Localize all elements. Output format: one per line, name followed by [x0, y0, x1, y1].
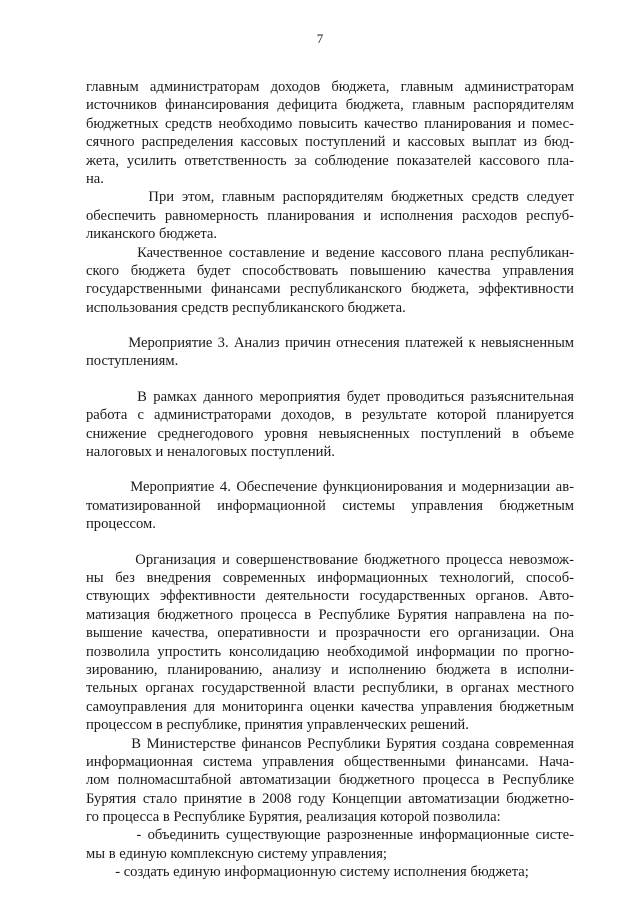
text-line: При этом, главным распорядителям бюджетных средств следует: [86, 189, 574, 206]
text-line: источников финансирования дефицита бюджета, главным распорядителям: [86, 97, 574, 114]
paragraph: [86, 863, 574, 881]
paragraph: [86, 188, 574, 243]
text-line: снижение среднегодового уровня невыясненных поступлений в объеме: [86, 425, 574, 442]
paragraph: [86, 388, 574, 462]
paragraph: [86, 478, 574, 533]
text-line: Мероприятие 4. Обеспечение функционирования и модернизации ав-: [86, 479, 574, 496]
text-line: позволила упростить консолидацию необходимой информации по прогно-: [86, 643, 574, 660]
paragraph: [86, 735, 574, 827]
text-line: обеспечить равномерность планирования и исполнения расходов респуб-: [86, 207, 574, 224]
text-line: тельных органах государственной власти республики, в органах местного: [86, 680, 574, 697]
text-line: главным администраторам доходов бюджета, главным администраторам: [86, 79, 574, 95]
text-line: Качественное составление и ведение кассового плана республикан-: [86, 244, 574, 261]
text-line: В Министерстве финансов Республики Бурятия создана современная: [86, 735, 574, 752]
text-line: ликанского бюджета.: [86, 226, 218, 243]
page-number: 7: [316, 31, 324, 46]
text-line: ского бюджета будет способствовать повышению качества управления: [86, 262, 574, 279]
text-line: Мероприятие 3. Анализ причин отнесения платежей к невыясненным: [86, 335, 574, 352]
text-line: налоговых и неналоговых поступлений.: [86, 444, 335, 461]
text-line: - объединить существующие разрозненные информационные систе-: [86, 827, 574, 844]
text-line: на.: [86, 170, 104, 187]
text-line: работа с администраторами доходов, в результате которой планируется: [86, 407, 574, 424]
text-line: го процесса в Республике Бурятия, реализация которой позволила:: [86, 809, 501, 826]
text-line: государственными финансами республиканского бюджета, эффективности: [86, 281, 574, 298]
text-line: Бурятия стало принятие в 2008 году Концепции автоматизации бюджетно-: [86, 790, 574, 807]
paragraph: [86, 826, 574, 863]
paragraph: [86, 334, 574, 371]
text-line: жета, усилить ответственность за соблюдение показателей кассового пла-: [86, 152, 574, 169]
paragraph: [86, 78, 574, 188]
text-line: мы в единую комплексную систему управления;: [86, 845, 387, 862]
text-line: бюджетных средств необходимо повысить качество планирования и помес-: [86, 115, 574, 132]
text-line: В рамках данного мероприятия будет проводиться разъяснительная: [86, 388, 574, 405]
text-line: лом полномасштабной автоматизации бюджетного процесса в Республике: [86, 772, 574, 789]
text-line: сячного распределения кассовых поступлений и кассовых выплат из бюд-: [86, 134, 574, 151]
paragraph-gap: [86, 534, 574, 551]
text-line: ствующих эффективности деятельности государственных органов. Авто-: [86, 588, 574, 605]
text-line: вышение качества, оперативности и прозрачности его организации. Она: [86, 625, 574, 642]
paragraph-gap: [86, 371, 574, 388]
text-line: процессом в республике, принятия управленческих решений.: [86, 717, 469, 734]
text-line: ны без внедрения современных информационных технологий, способ-: [86, 569, 574, 586]
paragraph: [86, 244, 574, 318]
text-line: томатизированной информационной системы управления бюджетным: [86, 497, 574, 514]
text-line: Организация и совершенствование бюджетного процесса невозмож-: [86, 551, 574, 568]
text-line: - создать единую информационную систему исполнения бюджета;: [86, 864, 529, 881]
paragraph: [86, 551, 574, 735]
text-line: поступлениям.: [86, 353, 179, 370]
paragraph-gap: [86, 461, 574, 478]
document-body: [86, 78, 574, 882]
text-line: зированию, планированию, анализу и исполнению бюджета в исполни-: [86, 661, 574, 678]
paragraph-gap: [86, 317, 574, 334]
text-line: самоуправления для мониторинга оценки качества управления бюджетным: [86, 698, 574, 715]
text-line: процессом.: [86, 516, 156, 533]
text-line: использования средств республиканского бюджета.: [86, 299, 406, 316]
text-line: информационная система управления общественными финансами. Нача-: [86, 753, 574, 770]
text-line: матизация бюджетного процесса в Республике Бурятия направлена на по-: [86, 606, 574, 623]
